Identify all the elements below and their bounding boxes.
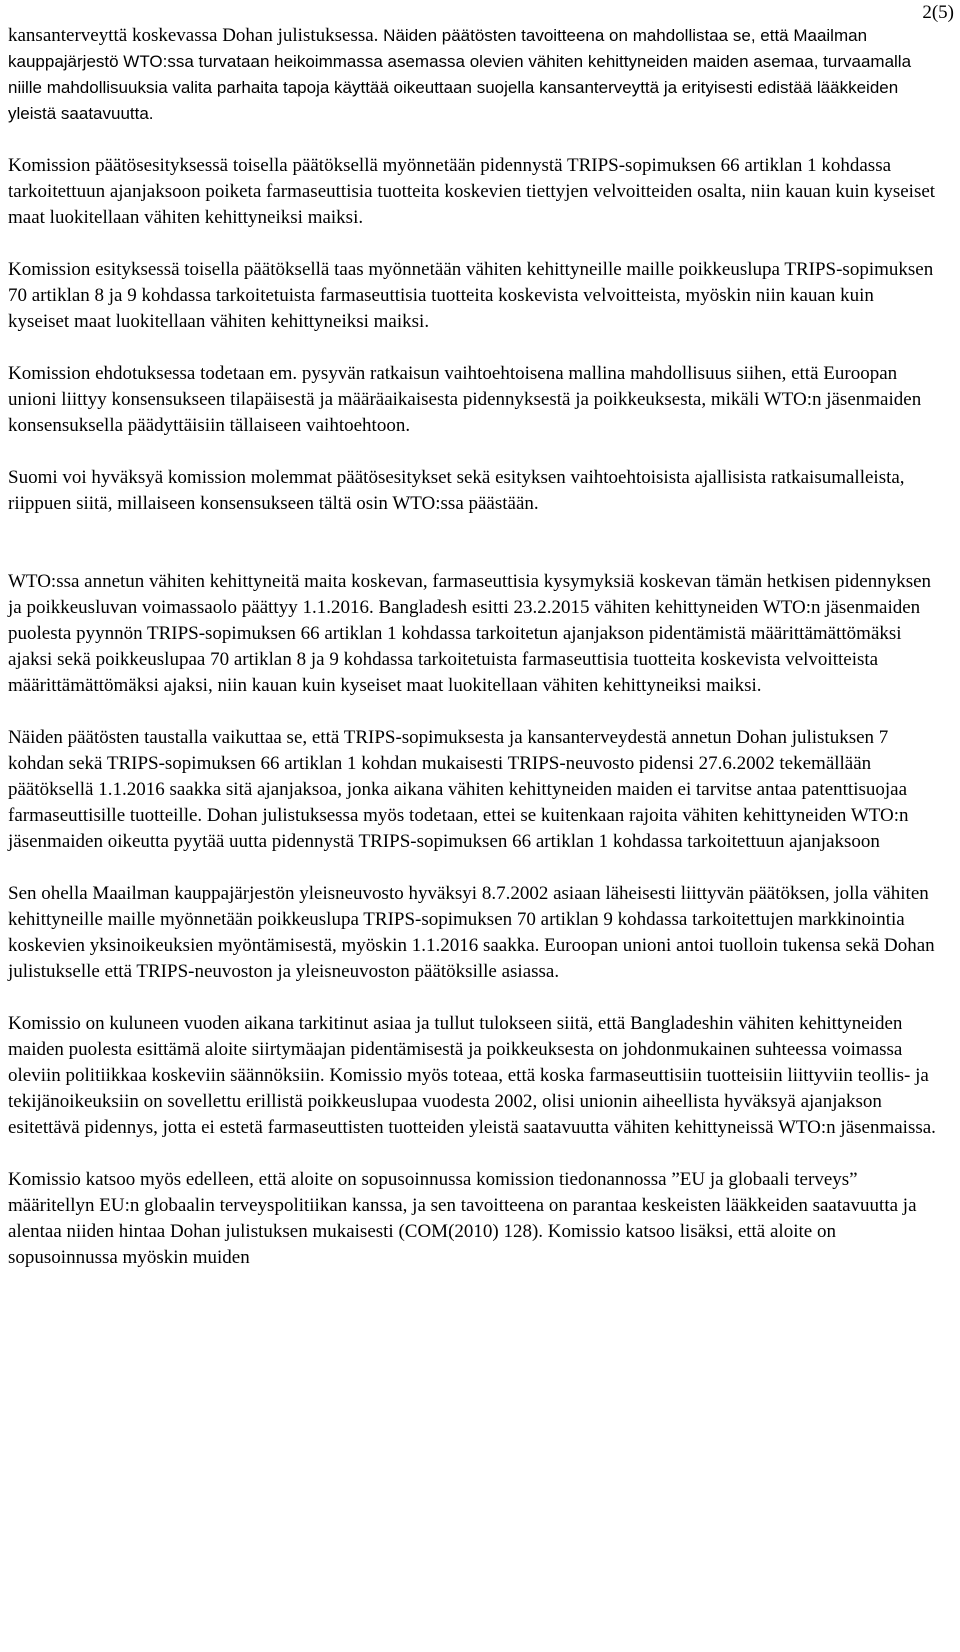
document-body — [8, 23, 938, 1271]
paragraph-1-rest: Näiden päätösten tavoitteena on mahdollistaa se, että Maailman kauppajärjestö WTO:ssa turvataan heikoimmassa asemassa olevien vähiten kehittyneiden maiden asemaa, turvaamalla niille mahdollisuuksia valita parhaita tapoja käyttää oikeuttaan suojella kansanterveyttä ja erityisesti edistää lääkkeiden yleistä saatavuutta. — [8, 26, 912, 123]
paragraph-9: Komissio on kuluneen vuoden aikana tarkitinut asiaa ja tullut tulokseen siitä, että Bangladeshin vähiten kehittyneiden maiden puolesta esittämä aloite siirtymäajan pidentämisestä ja poikkeuksesta on johdonmukainen suhteessa voimassa oleviin politiikkaa koskeviin säännöksiin. Komissio myös toteaa, että koska farmaseuttisiin tuotteisiin liittyviin teollis- ja tekijänoikeuksiin on sovellettu erillistä poikkeuslupaa vuodesta 2002, olisi unionin aiheellista hyväksyä ajanjakson esitettävä pidennys, jotta ei estetä farmaseuttisten tuotteiden yleistä saatavuutta vähiten kehittyneissä WTO:n jäsenmaissa. — [8, 1013, 936, 1138]
paragraph-3: Komission esityksessä toisella päätöksellä taas myönnetään vähiten kehittyneille maille poikkeuslupa TRIPS-sopimuksen 70 artiklan 8 ja 9 kohdassa tarkoitetuista farmaseuttisia tuotteita koskevista velvoitteista, myöskin niin kauan kuin kyseiset maat luokitellaan vähiten kehittyneiksi maiksi. — [8, 259, 934, 332]
paragraph-2: Komission päätösesityksessä toisella päätöksellä myönnetään pidennystä TRIPS-sopimuksen 66 artiklan 1 kohdassa tarkoitettuun ajanjaksoon poiketa farmaseuttisia tuotteita koskevien tiettyjen velvoitteiden osalta, niin kauan kuin kyseiset maat luokitellaan vähiten kehittyneiksi maiksi. — [8, 155, 936, 228]
paragraph-8: Sen ohella Maailman kauppajärjestön yleisneuvosto hyväksyi 8.7.2002 asiaan läheisesti liittyvän päätöksen, jolla vähiten kehittyneille maille myönnetään poikkeuslupa TRIPS-sopimuksen 70 artiklan 9 kohdassa tarkoitettujen markkinointia koskevien yksinoikeuksien myöntämisestä, myöskin 1.1.2016 saakka. Euroopan unioni antoi tuolloin tukensa sekä Dohan julistukselle että TRIPS-neuvoston ja yleisneuvoston päätöksille asiassa. — [8, 883, 935, 982]
paragraph-5: Suomi voi hyväksyä komission molemmat päätösesitykset sekä esityksen vaihtoehtoisista ajallisista ratkaisumalleista, riippuen siitä, millaiseen konsensukseen tältä osin WTO:ssa päästään. — [8, 467, 905, 514]
paragraph-7: Näiden päätösten taustalla vaikuttaa se, että TRIPS-sopimuksesta ja kansanterveydestä annetun Dohan julistuksen 7 kohdan sekä TRIPS-sopimuksen 66 artiklan 1 kohdan mukaisesti TRIPS-neuvosto pidensi 27.6.2002 tekemällään päätöksellä 1.1.2016 saakka sitä ajanjaksoa, jonka aikana vähiten kehittyneiden maiden ei tarvitse antaa patenttisuojaa farmaseuttisille tuotteille. Dohan julistuksessa myös todetaan, ettei se kuitenkaan rajoita vähiten kehittyneiden WTO:n jäsenmaiden oikeutta pyytää uutta pidennystä TRIPS-sopimuksen 66 artiklan 1 kohdassa tarkoitettuun ajanjaksoon — [8, 727, 909, 852]
page-number: 2(5) — [922, 2, 954, 23]
paragraph-1 — [8, 23, 938, 127]
paragraph-10: Komissio katsoo myös edelleen, että aloite on sopusoinnussa komission tiedonannossa ”EU ja globaali terveys” määritellyn EU:n globaalin terveyspolitiikan kanssa, ja sen tavoitteena on parantaa keskeisten lääkkeiden saatavuutta ja alentaa niiden hintaa Dohan julistuksen mukaisesti (COM(2010) 128). Komissio katsoo lisäksi, että aloite on sopusoinnussa myöskin muiden — [8, 1169, 917, 1268]
paragraph-6: WTO:ssa annetun vähiten kehittyneitä maita koskevan, farmaseuttisia kysymyksiä koskevan tämän hetkisen pidennyksen ja poikkeusluvan voimassaolo päättyy 1.1.2016. Bangladesh esitti 23.2.2015 vähiten kehittyneiden WTO:n jäsenmaiden puolesta pyynnön TRIPS-sopimuksen 66 artiklan 1 kohdassa tarkoitetun ajanjakson pidentämistä määrittämättömäksi ajaksi sekä poikkeuslupaa 70 artiklan 8 ja 9 kohdassa tarkoitetuista farmaseuttisia tuotteita koskevista velvoitteista määrittämättömäksi ajaksi, niin kauan kuin kyseiset maat luokitellaan vähiten kehittyneiksi maiksi. — [8, 571, 932, 696]
paragraph-4: Komission ehdotuksessa todetaan em. pysyvän ratkaisun vaihtoehtoisena mallina mahdollisuus siihen, että Euroopan unioni liittyy konsensukseen tilapäisestä ja määräaikaisesta pidennyksestä ja poikkeuksesta, mikäli WTO:n jäsenmaiden konsensuksella päädyttäisiin tällaiseen vaihtoehtoon. — [8, 363, 922, 436]
paragraph-1-lead: kansanterveyttä koskevassa Dohan julistuksessa. — [8, 25, 384, 46]
